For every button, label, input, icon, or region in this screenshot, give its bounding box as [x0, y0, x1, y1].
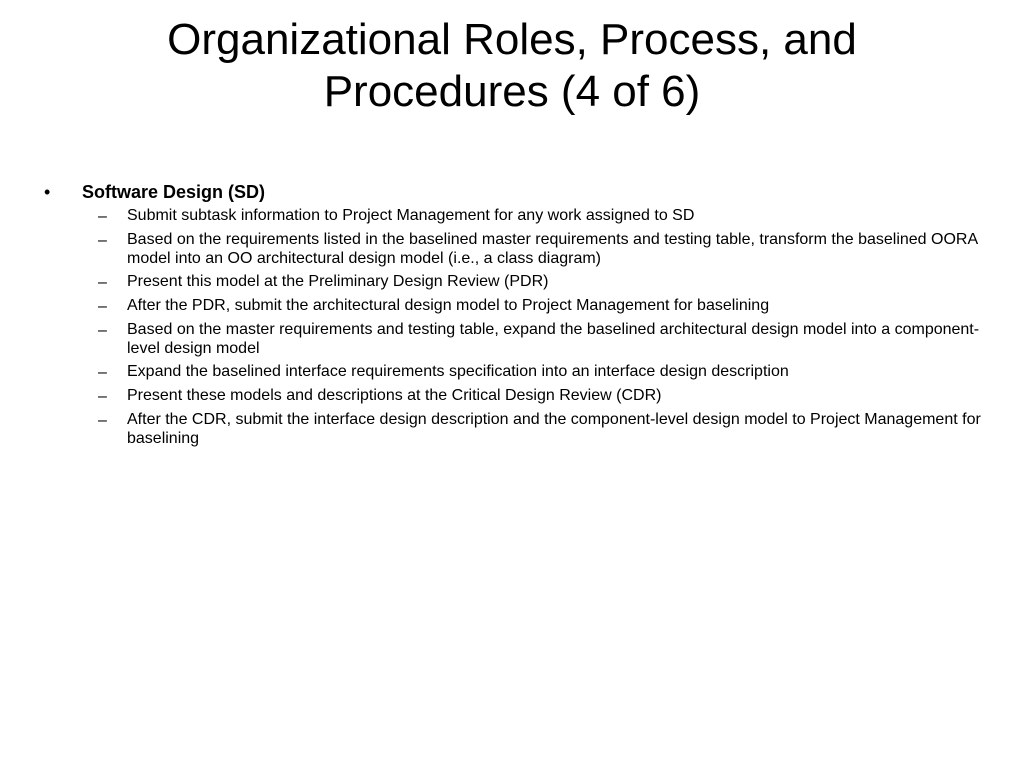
- sub-bullet-text: Based on the master requirements and testing table, expand the baselined architectural design model into a component-level design model: [127, 321, 980, 357]
- sub-bullet-item: [98, 273, 984, 292]
- dash-marker: –: [98, 298, 107, 315]
- sub-bullet-text: After the PDR, submit the architectural design model to Project Management for baselining: [127, 297, 770, 314]
- section-heading: Software Design (SD): [82, 182, 266, 202]
- sub-bullet-item: [98, 387, 984, 406]
- bullet-marker: •: [44, 182, 51, 202]
- dash-marker: –: [98, 208, 107, 225]
- sub-bullet-item: [98, 321, 984, 358]
- slide-title-line-2: Procedures (4 of 6): [323, 67, 701, 116]
- sub-bullet-item: [98, 207, 984, 226]
- sub-bullet-text: Present these models and descriptions at the Critical Design Review (CDR): [127, 387, 662, 404]
- dash-marker: –: [98, 322, 107, 339]
- slide-title-line-1: Organizational Roles, Process, and: [167, 15, 857, 64]
- bullet-item-software-design: [44, 181, 984, 203]
- sub-bullet-text: Present this model at the Preliminary Design Review (PDR): [127, 273, 549, 290]
- sub-bullet-text: Based on the requirements listed in the baselined master requirements and testing table, transform the baselined OORA model into an OO architectural design model (i.e., a class diagram): [127, 231, 978, 267]
- sub-bullet-item: [98, 231, 984, 268]
- sub-bullet-item: [98, 297, 984, 316]
- sub-bullet-item: [98, 411, 984, 448]
- sub-bullet-text: After the CDR, submit the interface design description and the component-level design model to Project Management for baselining: [127, 411, 981, 447]
- dash-marker: –: [98, 412, 107, 429]
- slide-title: [60, 14, 964, 118]
- dash-marker: –: [98, 364, 107, 381]
- slide-body: [44, 181, 984, 453]
- dash-marker: –: [98, 274, 107, 291]
- sub-bullet-text: Expand the baselined interface requirements specification into an interface design description: [127, 363, 789, 380]
- sub-bullet-item: [98, 363, 984, 382]
- sub-bullet-text: Submit subtask information to Project Management for any work assigned to SD: [127, 207, 695, 224]
- dash-marker: –: [98, 388, 107, 405]
- dash-marker: –: [98, 232, 107, 249]
- sub-bullet-list: [98, 207, 984, 448]
